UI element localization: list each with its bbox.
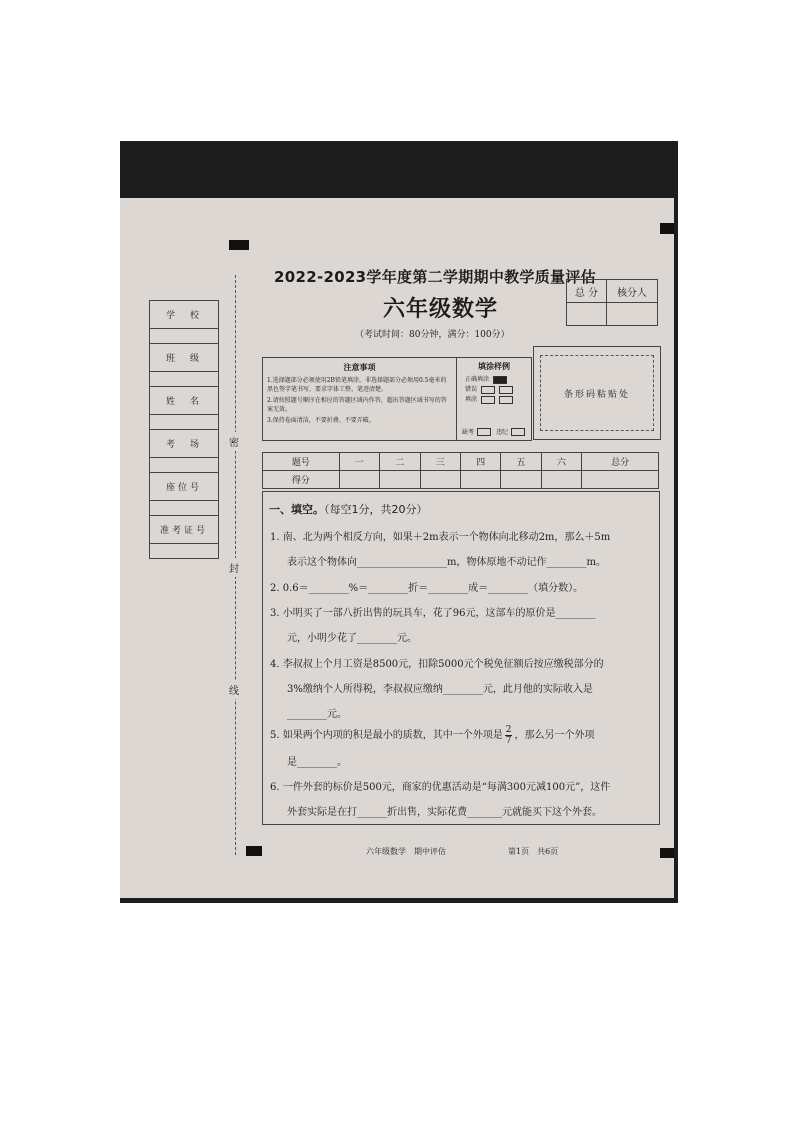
exam-room-label: 考 场: [150, 430, 219, 458]
score-label: 得分: [263, 471, 340, 489]
fill-example-correct: 正确填涂: [465, 375, 531, 385]
school-label: 学 校: [150, 301, 219, 329]
question-header: 二: [380, 453, 420, 471]
total-score-cell[interactable]: [567, 303, 607, 326]
total-score-label: 总 分: [567, 280, 607, 303]
registration-mark: [229, 240, 249, 250]
question-5-cont: 是________。: [287, 757, 347, 768]
notice-section: [263, 358, 457, 440]
score-cell[interactable]: [380, 471, 420, 489]
score-cell[interactable]: [339, 471, 379, 489]
fill-example-section: [457, 358, 531, 440]
fill-example-fill: 填涂: [465, 395, 531, 405]
violation-checkbox[interactable]: [511, 428, 525, 436]
question-header: 题号: [263, 453, 340, 471]
admission-number-field[interactable]: [150, 544, 219, 559]
question-2: 2. 0.6＝________%＝________折＝________成＝________（填分数）。: [270, 583, 584, 594]
notice-title: 注意事项: [343, 362, 376, 372]
circle-box-icon: [499, 396, 513, 404]
cross-box-icon: [499, 386, 513, 394]
score-cell[interactable]: [501, 471, 541, 489]
notice-item: 1.选择题部分必须使用2B铅笔填涂，非选择题部分必须用0.5毫米的黑色签字笔书写，要求字体工整、笔迹清楚。: [267, 377, 447, 393]
question-4-cont2: ________元。: [287, 709, 347, 720]
notice-box: [262, 357, 532, 441]
name-field[interactable]: [150, 415, 219, 430]
checkmark-box-icon: [481, 386, 495, 394]
seal-char-feng: 封: [229, 558, 239, 577]
score-cell[interactable]: [582, 471, 659, 489]
registration-mark: [246, 846, 262, 856]
fill-example-wrong: 错误: [465, 385, 531, 395]
filled-box-icon: [493, 376, 507, 384]
fill-example-title: 填涂样例: [478, 361, 510, 371]
notice-item: 3.保持卷面清洁，不要折叠、不要弄破。: [267, 417, 375, 424]
registration-mark: [660, 848, 674, 858]
question-header: 六: [541, 453, 581, 471]
seat-number-label: 座位号: [150, 473, 219, 501]
question-score-table: [262, 452, 659, 489]
question-6-cont: 外套实际是在打______折出售，实际花费_______元就能买下这个外套。: [287, 807, 602, 818]
absent-violation-row: 缺考 违纪: [462, 427, 528, 437]
barcode-area: [533, 346, 661, 440]
question-4-cont: 3%缴纳个人所得税，李叔叔应缴纳________元，此月他的实际收入是: [287, 684, 593, 695]
dot-box-icon: [481, 396, 495, 404]
exam-subject: 六年级数学: [383, 296, 499, 322]
question-3: 3. 小明买了一部八折出售的玩具车，花了96元，这部车的原价是________: [270, 608, 596, 619]
admission-number-label: 准考证号: [150, 516, 219, 544]
question-header: 四: [460, 453, 500, 471]
total-score-table: [566, 279, 658, 326]
fraction-two-sevenths: $\frac{2}{7}$: [505, 725, 512, 746]
class-field[interactable]: [150, 372, 219, 387]
footer-subject: 六年级数学 期中评估: [366, 847, 446, 856]
barcode-label: 条形码粘贴处: [540, 355, 654, 431]
exam-title: 2022-2023学年度第二学期期中教学质量评估: [274, 268, 596, 286]
score-checker-cell[interactable]: [606, 303, 657, 326]
question-header: 一: [339, 453, 379, 471]
question-1-cont: 表示这个物体向__________________m，物体原地不动记作________m。: [287, 557, 606, 568]
score-checker-label: 核分人: [606, 280, 657, 303]
class-label: 班 级: [150, 344, 219, 372]
question-1: 1. 南、北为两个相反方向，如果＋2m表示一个物体向北移动2m，那么＋5m: [270, 532, 611, 543]
seal-char-mi: 密: [229, 432, 239, 451]
exam-info: （考试时间：80分钟，满分：100分）: [355, 330, 510, 340]
score-cell[interactable]: [420, 471, 460, 489]
question-6: 6. 一件外套的标价是500元，商家的优惠活动是“每满300元减100元”，这件: [270, 782, 611, 793]
question-header: 三: [420, 453, 460, 471]
question-4: 4. 李叔叔上个月工资是8500元，扣除5000元个税免征额后按应缴税部分的: [270, 659, 604, 670]
notice-item: 2.请按照题号顺序在相应的答题区域内作答，超出答题区域书写的答案无效。: [267, 397, 447, 413]
question-5: 5. 如果两个内项的积是最小的质数，其中一个外项是 $\frac{2}{7}$ ，那么另一个外项: [270, 725, 595, 746]
seal-char-xian: 线: [229, 680, 239, 699]
seat-number-field[interactable]: [150, 501, 219, 516]
name-label: 姓 名: [150, 387, 219, 415]
registration-mark: [660, 223, 674, 234]
section-one-title: 一、填空。（每空1分，共20分）: [269, 503, 428, 516]
student-info-table: [149, 300, 219, 559]
school-field[interactable]: [150, 329, 219, 344]
exam-room-field[interactable]: [150, 458, 219, 473]
absent-checkbox[interactable]: [477, 428, 491, 436]
footer-page: 第1页 共6页: [508, 847, 559, 856]
score-cell[interactable]: [541, 471, 581, 489]
question-3-cont: 元，小明少花了________元。: [287, 633, 417, 644]
question-header: 总分: [582, 453, 659, 471]
score-cell[interactable]: [460, 471, 500, 489]
question-header: 五: [501, 453, 541, 471]
